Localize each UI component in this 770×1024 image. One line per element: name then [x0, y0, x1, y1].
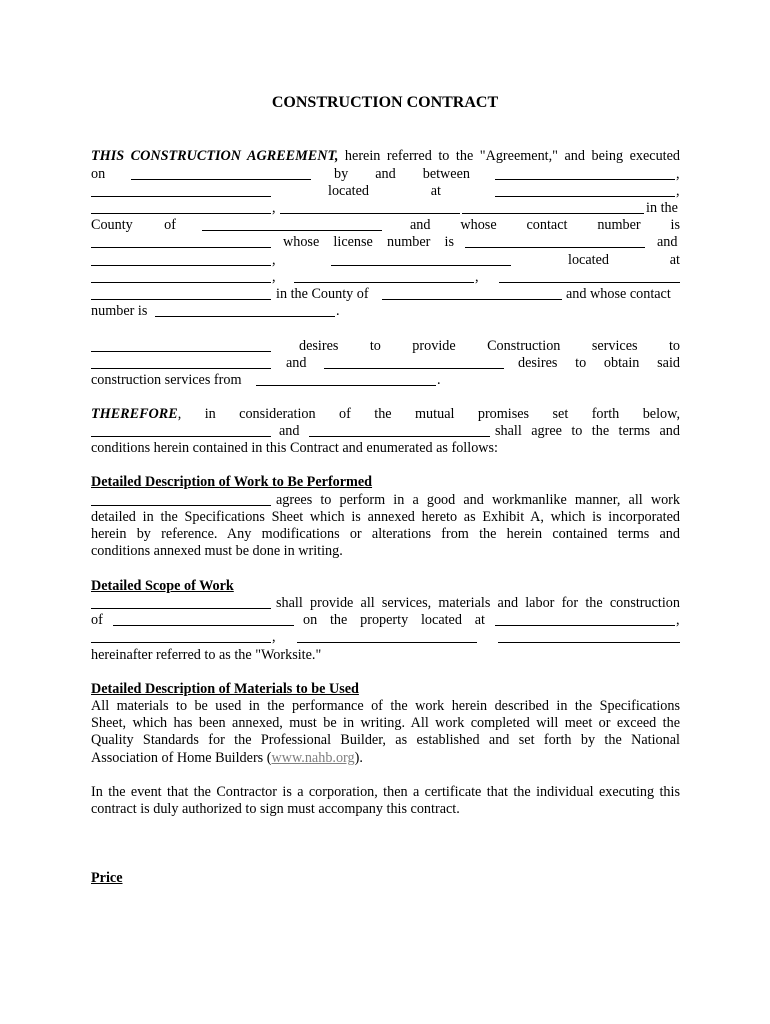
performer-blank[interactable]	[91, 492, 271, 506]
label-on-property: on the property located at	[303, 612, 485, 628]
party-two-blank[interactable]	[309, 423, 490, 437]
section-heading-work: Detailed Description of Work to Be Performed	[91, 474, 373, 490]
materials-text-4: Association of Home Builders (	[91, 750, 272, 766]
comma: ,	[272, 629, 276, 645]
therefore-heading: THEREFORE	[91, 406, 178, 422]
property-zip-blank[interactable]	[498, 629, 680, 643]
agreement-line-5	[91, 217, 680, 234]
agreement-line-2	[91, 166, 680, 183]
period: .	[336, 303, 340, 319]
scope-line-3	[91, 629, 680, 646]
comma: ,	[272, 252, 276, 268]
label-of: of	[91, 612, 103, 628]
agreement-line-9	[91, 286, 680, 303]
party-a-address-blank[interactable]	[91, 183, 271, 197]
comma: ,	[676, 183, 680, 199]
label-and: and	[286, 355, 307, 371]
label-located-at: located at	[568, 252, 680, 268]
agreement-line-1	[91, 148, 680, 165]
section-heading-scope: Detailed Scope of Work	[91, 578, 234, 594]
corporation-line-2: contract is duly authorized to sign must accompany this contract.	[91, 801, 460, 817]
therefore-line-3: conditions herein contained in this Contract and enumerated as follows:	[91, 440, 498, 456]
label-desires-to-obtain: desires to obtain said	[518, 355, 680, 371]
therefore-line-1	[91, 406, 680, 423]
agreement-line-10	[91, 303, 680, 320]
provider-blank[interactable]	[91, 595, 271, 609]
party-b-contact-blank[interactable]	[155, 303, 335, 317]
label-on: on	[91, 166, 106, 182]
comma: ,	[475, 269, 479, 285]
label-services-from: construction services from	[91, 372, 242, 388]
owner-name-blank[interactable]	[324, 355, 504, 369]
section-heading-price: Price	[91, 870, 123, 886]
party-one-blank[interactable]	[91, 423, 271, 437]
nahb-link[interactable]: www.nahb.org	[271, 750, 355, 766]
agreement-heading: THIS CONSTRUCTION AGREEMENT,	[91, 148, 339, 164]
label-and-whose-contact: and whose contact	[566, 286, 671, 302]
agreement-text: herein referred to the "Agreement," and being executed	[344, 148, 680, 164]
agreement-line-4	[91, 200, 680, 217]
party-b-county-blank[interactable]	[382, 286, 562, 300]
section-heading-materials: Detailed Description of Materials to be Used	[91, 681, 359, 697]
scope-line-2	[91, 612, 680, 629]
desires-line-2	[91, 355, 680, 372]
desires-line-1	[91, 338, 680, 355]
scope-text-1: shall provide all services, materials and labor for the construction	[276, 595, 680, 611]
label-located-at: located at	[328, 183, 441, 199]
label-shall-agree: shall agree to the terms and	[495, 423, 680, 439]
label-in-the: in the	[646, 200, 678, 216]
comma: ,	[272, 200, 276, 216]
county-blank[interactable]	[202, 217, 382, 231]
label-by-and-between: by and between	[334, 166, 470, 182]
comma: ,	[676, 166, 680, 182]
construction-of-blank[interactable]	[113, 612, 294, 626]
label-desires-to-provide: desires to provide Construction services to	[299, 338, 680, 354]
address-line-blank[interactable]	[495, 183, 675, 197]
party-b-title-blank[interactable]	[331, 252, 511, 266]
zip-blank[interactable]	[462, 200, 644, 214]
license-number-blank[interactable]	[465, 234, 645, 248]
work-line-1	[91, 492, 680, 509]
party-b-state-blank[interactable]	[499, 269, 680, 283]
label-contact-number: and whose contact number is	[410, 217, 680, 233]
agreement-line-6	[91, 234, 680, 251]
owner-blank[interactable]	[91, 355, 271, 369]
label-license-number: whose license number is	[283, 234, 454, 250]
agreement-line-8	[91, 269, 680, 286]
contractor-blank[interactable]	[91, 338, 271, 352]
work-line-3: herein by reference. Any modifications or alterations from the herein contained terms and	[91, 526, 680, 542]
comma: ,	[676, 612, 680, 628]
property-address-blank[interactable]	[495, 612, 675, 626]
period: .	[437, 372, 441, 388]
party-a-blank[interactable]	[495, 166, 675, 180]
services-from-blank[interactable]	[256, 372, 436, 386]
document-title: CONSTRUCTION CONTRACT	[271, 94, 499, 111]
party-b-blank[interactable]	[91, 252, 271, 266]
work-line-4: conditions annexed must be done in writing.	[91, 543, 343, 559]
therefore-line-2	[91, 423, 680, 440]
state-blank[interactable]	[280, 200, 460, 214]
contact-number-blank[interactable]	[91, 234, 271, 248]
corporation-line-1: In the event that the Contractor is a corporation, then a certificate that the individual executing this	[91, 784, 680, 800]
label-and: and	[279, 423, 300, 439]
agreement-line-3	[91, 183, 680, 200]
label-county-of: County of	[91, 217, 176, 233]
agreement-line-7	[91, 252, 680, 269]
label-in-the-county-of: in the County of	[276, 286, 369, 302]
work-line-2: detailed in the Specifications Sheet which is annexed hereto as Exhibit A, which is incorporated	[91, 509, 680, 525]
materials-line-4	[91, 750, 680, 767]
materials-text-4-end: ).	[354, 750, 363, 766]
party-b-zip-blank[interactable]	[91, 286, 271, 300]
materials-line-1: All materials to be used in the performance of the work herein described in the Specifications	[91, 698, 680, 714]
scope-line-4: hereinafter referred to as the "Worksite."	[91, 647, 322, 663]
label-and: and	[657, 234, 678, 250]
materials-line-3: Quality Standards for the Professional Builder, as established and set forth by the National	[91, 732, 680, 748]
materials-line-2: Sheet, which has been annexed, must be in writing. All work completed will meet or exceed the	[91, 715, 680, 731]
city-blank[interactable]	[91, 200, 271, 214]
date-blank[interactable]	[131, 166, 311, 180]
scope-line-1	[91, 595, 680, 612]
party-b-address-blank[interactable]	[91, 269, 271, 283]
desires-line-3	[91, 372, 680, 389]
work-text-1: agrees to perform in a good and workmanlike manner, all work	[276, 492, 680, 508]
property-city-blank[interactable]	[91, 629, 271, 643]
party-b-city-blank[interactable]	[294, 269, 474, 283]
property-state-blank[interactable]	[297, 629, 477, 643]
label-number-is: number is	[91, 303, 148, 319]
comma: ,	[272, 269, 276, 285]
therefore-text: , in consideration of the mutual promises set forth below,	[177, 406, 680, 422]
